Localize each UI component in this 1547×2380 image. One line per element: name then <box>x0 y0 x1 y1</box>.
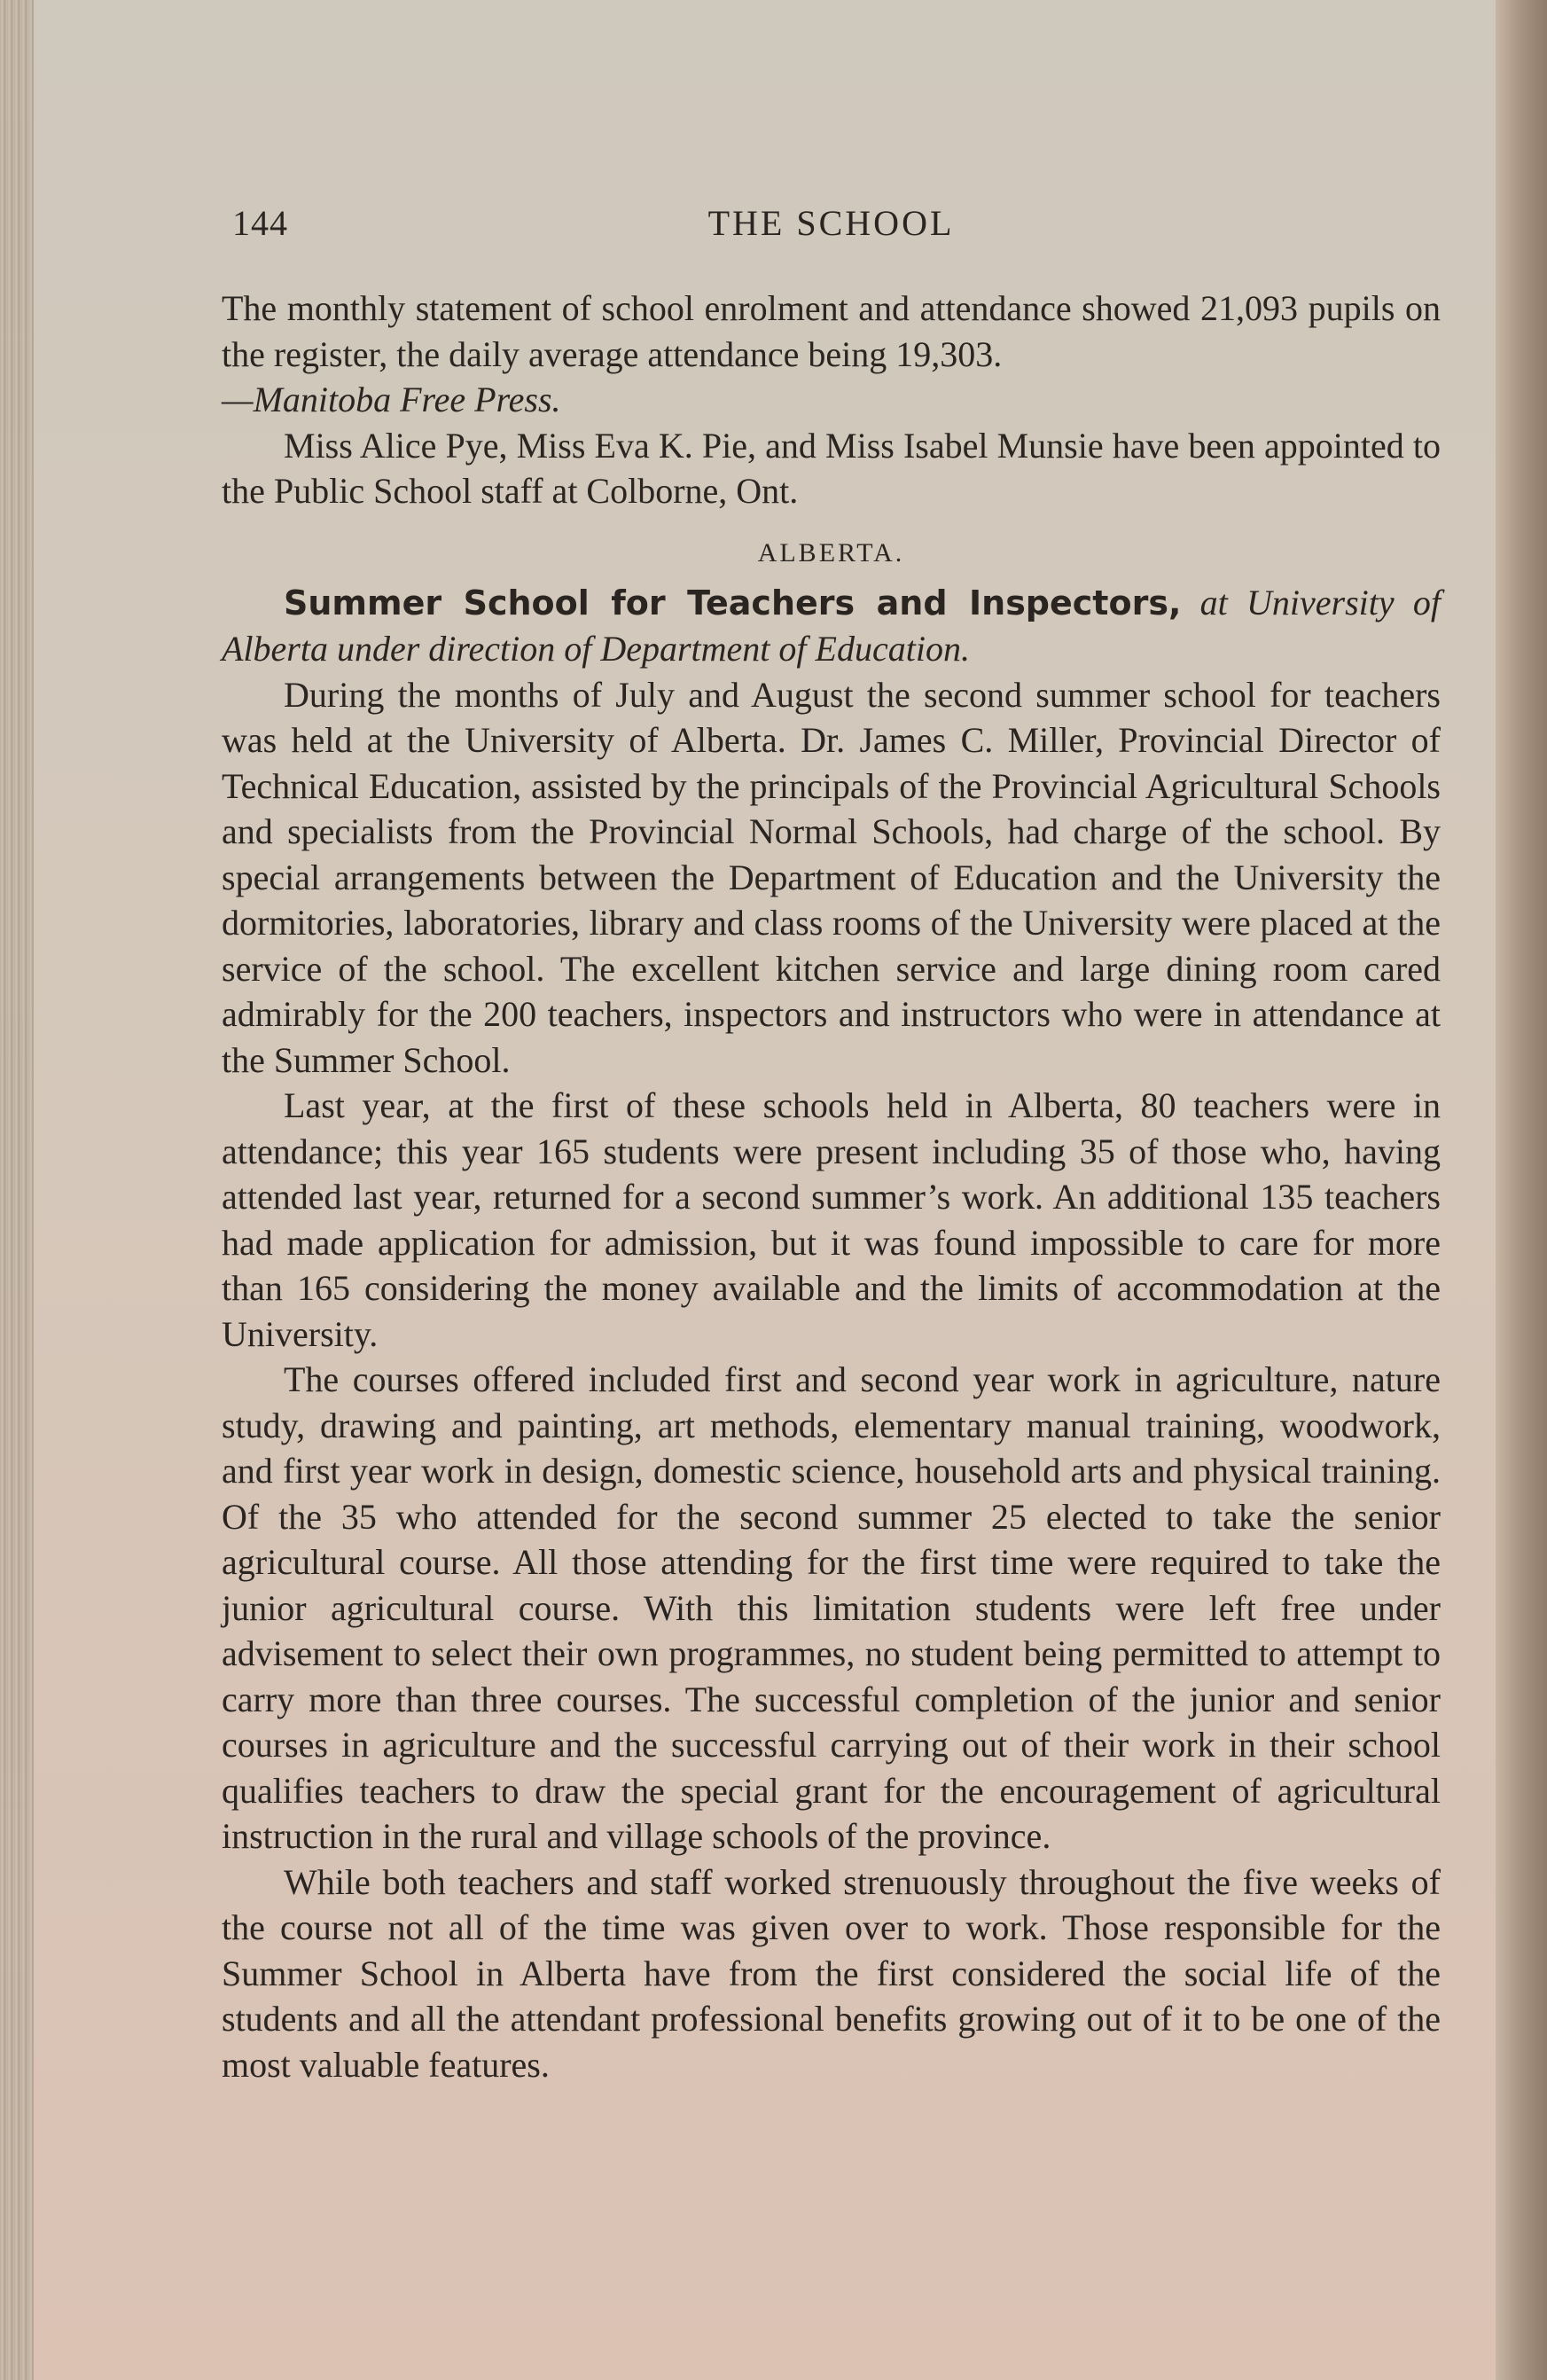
article-title: Summer School for Teachers and Inspectors, <box>284 583 1182 622</box>
article-paragraph-3: The courses offered included first and second year work in agriculture, nature study, drawing and painting, art methods, elementary manual training, woodwork, and first year work in design, domestic science, household arts and physical training. Of the 35 who attended for the second summer 25 elected to take the senior agricultural course. All those attending for the first time were required to take the junior agricultural course. With this limitation students were left free under advisement to select their own programmes, no student being permitted to attempt to carry more than three courses. The successful completion of the junior and senior courses in agriculture and the successful carrying out of their work in their school qualifies teachers to draw the special grant for the encouragement of agricultural instruction in the rural and village schools of the province. <box>222 1359 1441 1856</box>
article-paragraph-2: Last year, at the first of these schools held in Alberta, 80 teachers were in attendance; this year 165 students were present including 35 of those who, having attended last year, returned for a second summer’s work. An additional 135 teachers had made application for admission, but it was found impossible to care for more than 165 considering the money available and the limits of accommodation at the University. <box>222 1085 1441 1354</box>
article-subtitle: at University of Alberta under direction of Department of Education. <box>222 582 1441 669</box>
enrolment-paragraph <box>222 286 1441 423</box>
page-body <box>222 286 1441 2087</box>
enrolment-text: The monthly statement of school enrolment and attendance showed 21,093 pupils on the register, the daily average attendance being 19,303. <box>222 288 1441 374</box>
colborne-paragraph: Miss Alice Pye, Miss Eva K. Pie, and Miss Isabel Munsie have been appointed to the Public School staff at Colborne, Ont. <box>222 425 1441 511</box>
page-header <box>222 202 1441 247</box>
enrolment-source: —Manitoba Free Press. <box>222 380 561 419</box>
running-head: THE SCHOOL <box>707 203 955 243</box>
page-binding-edge <box>0 0 34 2380</box>
section-heading: ALBERTA. <box>757 537 905 568</box>
article-paragraph-4: While both teachers and staff worked strenuously throughout the five weeks of the course not all of the time was given over to work. Those responsible for the Summer School in Alberta have from the first considered the social life of the students and all the attendant professional benefits growing out of it to be one of the most valuable features. <box>222 1861 1441 2085</box>
article-heading-paragraph <box>222 580 1441 672</box>
page-number: 144 <box>232 203 288 243</box>
page-right-edge <box>1496 0 1547 2380</box>
article-paragraph-1: During the months of July and August the second summer school for teachers was held at the University of Alberta. Dr. James C. Miller, Provincial Director of Technical Education, assisted by the principals of the Provincial Agricultural Schools and specialists from the Provincial Normal Schools, had charge of the school. By special arrangements between the Department of Education and the University the dormitories, laboratories, library and class rooms of the University were placed at the service of the school. The excellent kitchen service and large dining room cared admirably for the 200 teachers, inspectors and instructors who were in attendance at the Summer School. <box>222 674 1441 1080</box>
